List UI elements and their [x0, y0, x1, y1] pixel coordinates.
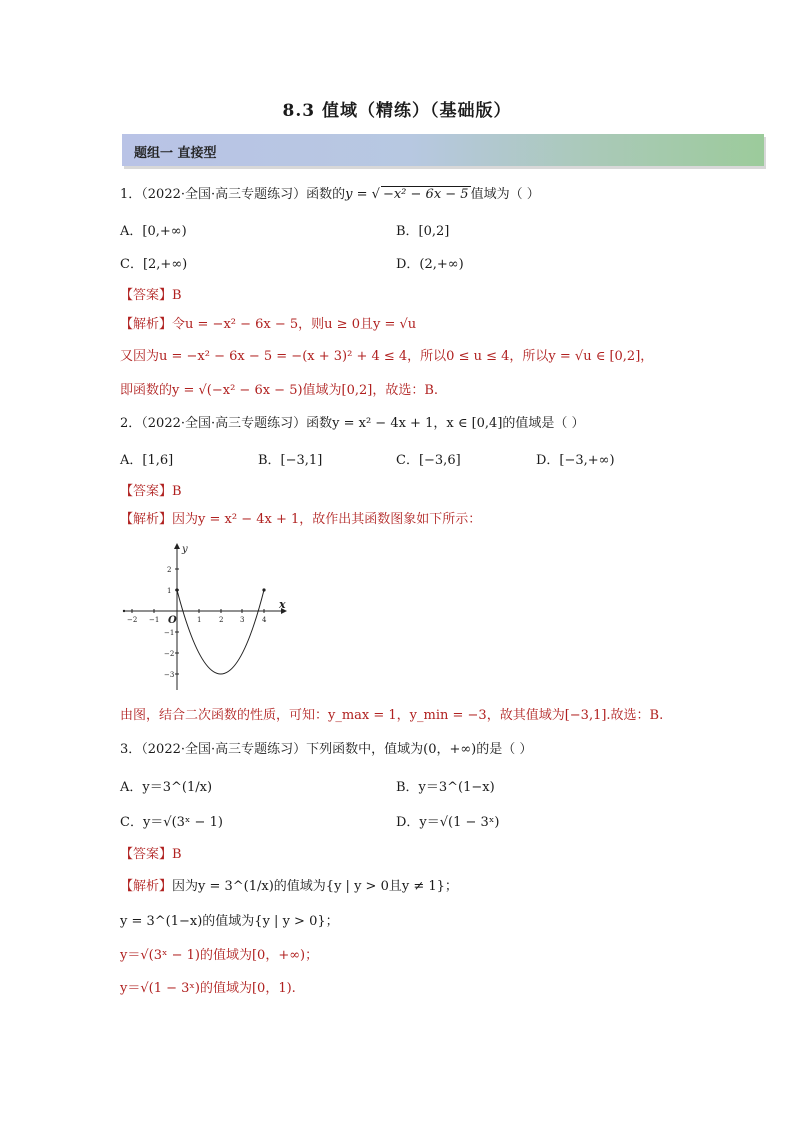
- q1-analysis-3: 即函数的y = √(−x² − 6x − 5)值域为[0,2]，故选：B.: [120, 383, 439, 398]
- y-tick-label: −2: [164, 650, 175, 658]
- q2-option-a: A．[1,6]: [120, 453, 174, 468]
- y-axis-label: y: [182, 544, 188, 555]
- x-axis-label: x: [279, 598, 286, 611]
- question-group-header: [122, 134, 764, 166]
- x-tick-label: 3: [240, 616, 245, 624]
- q2-stem: 2．（2022·全国·高三专题练习）函数y = x² − 4x + 1，x ∈ [0,4]的值域是（ ）: [120, 416, 585, 431]
- q3-option-b: B．y＝3^(1−x): [396, 780, 495, 795]
- y-tick-label: −1: [164, 629, 175, 637]
- q3-analysis-4: y＝√(1 − 3ˣ)的值域为[0，1).: [120, 981, 296, 996]
- q1-option-c: C．[2,+∞): [120, 257, 188, 272]
- q3-option-d: D．y＝√(1 − 3ˣ): [396, 815, 500, 830]
- q2-conclusion: 由图，结合二次函数的性质，可知：y_max = 1，y_min = −3，故其值域为[−3,1].故选：B.: [120, 708, 664, 723]
- q1-option-a: A．[0,+∞): [120, 224, 187, 239]
- q2-option-d: D．[−3,+∞): [536, 453, 615, 468]
- q3-analysis-2: y = 3^(1−x)的值域为{y | y > 0}；: [120, 914, 339, 929]
- q2-analysis-1: 【解析】因为y = x² − 4x + 1，故作出其函数图象如下所示：: [120, 512, 482, 527]
- q2-option-c: C．[−3,6]: [396, 453, 461, 468]
- q3-answer: 【答案】B: [120, 847, 182, 862]
- x-tick-label: −1: [149, 616, 160, 624]
- y-tick-label: −3: [164, 671, 175, 679]
- x-tick-label: 2: [219, 616, 224, 624]
- page-title: 8.3 值域（精练）（基础版）: [282, 101, 512, 121]
- x-tick-label: 4: [262, 616, 267, 624]
- q3-option-c: C．y＝√(3ˣ − 1): [120, 815, 223, 830]
- q1-stem: 1．（2022·全国·高三专题练习）函数的y = √ −x² − 6x − 5 值域为（ ）: [120, 187, 540, 202]
- q3-stem: 3．（2022·全国·高三专题练习）下列函数中，值域为(0，+∞)的是（ ）: [120, 742, 533, 757]
- y-tick-label: 2: [167, 566, 172, 574]
- q1-option-d: D．(2,+∞): [396, 257, 464, 272]
- q1-analysis-1: 【解析】令u = −x² − 6x − 5，则u ≥ 0且y = √u: [120, 317, 417, 332]
- question-group-label: 题组一 直接型: [134, 146, 217, 161]
- q1-analysis-2: 又因为u = −x² − 6x − 5 = −(x + 3)² + 4 ≤ 4，所以0 ≤ u ≤ 4，所以y = √u ∈ [0,2]，: [120, 349, 654, 364]
- y-tick-label: 1: [167, 587, 172, 595]
- x-tick-label: −2: [127, 616, 138, 624]
- parabola-curve: [177, 590, 264, 674]
- q3-analysis-3: y＝√(3ˣ − 1)的值域为[0，+∞)；: [120, 948, 319, 963]
- parabola-graph: [116, 540, 296, 695]
- origin-label: O: [168, 615, 177, 626]
- x-tick-label: 1: [197, 616, 202, 624]
- q3-analysis-1: 【解析】因为y = 3^(1/x)的值域为{y | y > 0且y ≠ 1}；: [120, 879, 458, 894]
- q2-answer: 【答案】B: [120, 484, 182, 499]
- q2-option-b: B．[−3,1]: [258, 453, 323, 468]
- q1-option-b: B．[0,2]: [396, 224, 450, 239]
- q1-answer: 【答案】B: [120, 288, 182, 303]
- q3-option-a: A．y＝3^(1/x): [120, 780, 213, 795]
